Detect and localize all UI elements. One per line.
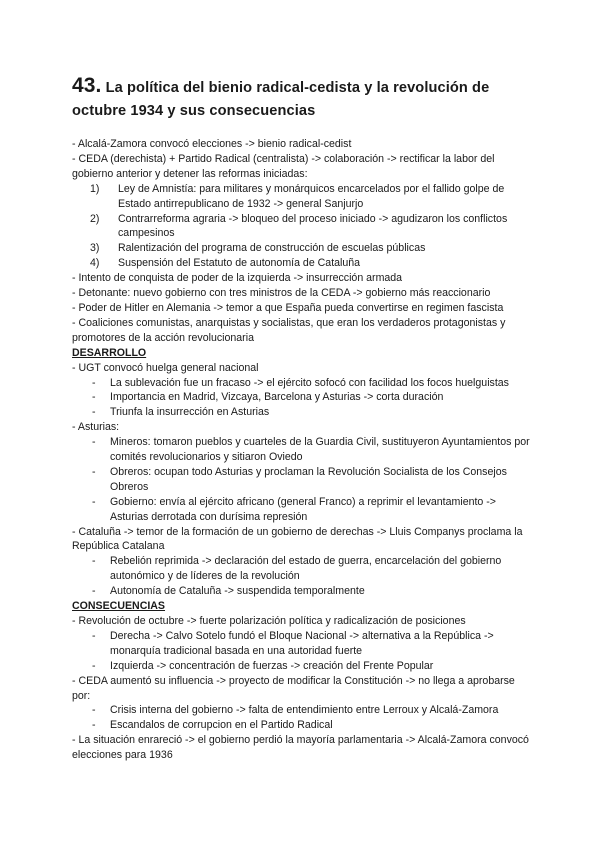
intro-line: - Alcalá-Zamora convocó elecciones -> bienio radical-cedist bbox=[72, 138, 352, 150]
list-item-text: Ley de Amnistía: para militares y monárquicos encarcelados por el fallido golpe de Estado antirrepublicano de 1932 -> general Sanjurjo bbox=[118, 182, 505, 210]
list-item: - Rebelión reprimida -> declaración del estado de guerra, encarcelación del gobierno autonómico y de líderes de la revolución bbox=[72, 554, 532, 584]
revolucion-list bbox=[72, 629, 532, 674]
intro-line: - Poder de Hitler en Alemania -> temor a que España pueda convertirse en regimen fascista bbox=[72, 301, 504, 314]
section-heading-desarrollo: DESARROLLO bbox=[72, 346, 147, 359]
intro-line: - CEDA (derechista) + Partido Radical (centralista) -> colaboración -> rectificar la labor del gobierno anterior y detener las reformas iniciadas: bbox=[72, 152, 495, 180]
intro-line: - Intento de conquista de poder de la izquierda -> insurrección armada bbox=[72, 272, 403, 285]
consecuencias-line: - Revolución de octubre -> fuerte polarización política y radicalización de posiciones bbox=[72, 615, 466, 627]
list-item bbox=[72, 256, 532, 271]
title-text: La política del bienio radical-cedista y la revolución de octubre 1934 y sus consecuencias bbox=[72, 80, 490, 119]
list-item bbox=[72, 212, 532, 242]
consecuencias-line: - La situación enrareció -> el gobierno perdió la mayoría parlamentaria -> Alcalá-Zamora convocó elecciones para 1936 bbox=[72, 734, 529, 762]
section-heading-consecuencias: CONSECUENCIAS bbox=[72, 600, 166, 613]
list-marker: 2) bbox=[90, 212, 100, 225]
list-item-text: Ralentización del programa de construcción de escuelas públicas bbox=[118, 242, 426, 255]
list-item: - Escandalos de corrupcion en el Partido Radical bbox=[72, 718, 532, 733]
list-item: - Crisis interna del gobierno -> falta de entendimiento entre Lerroux y Alcalá-Zamora bbox=[72, 703, 532, 718]
list-item: - Triunfa la insurrección en Asturias bbox=[72, 405, 532, 420]
list-item: - Importancia en Madrid, Vizcaya, Barcelona y Asturias -> corta duración bbox=[72, 390, 532, 405]
list-item-text: Contrarreforma agraria -> bloqueo del proceso iniciado -> agudizaron los conflictos campesinos bbox=[118, 212, 508, 240]
ceda-list bbox=[72, 703, 532, 733]
list-marker: 1) bbox=[90, 182, 100, 195]
intro-line: - Detonante: nuevo gobierno con tres ministros de la CEDA -> gobierno más reaccionario bbox=[72, 287, 491, 300]
list-item: - Autonomía de Cataluña -> suspendida temporalmente bbox=[72, 584, 532, 599]
list-item: - Mineros: tomaron pueblos y cuarteles de la Guardia Civil, sustituyeron Ayuntamientos por comités revolucionarios y sitiaron Oviedo bbox=[72, 435, 532, 465]
list-item bbox=[72, 241, 532, 256]
intro-line: - Coaliciones comunistas, anarquistas y socialistas, que eran los verdaderos protagonistas y promotores de la acción revolucionaria bbox=[72, 316, 506, 344]
list-item bbox=[72, 182, 532, 212]
list-marker: 4) bbox=[90, 257, 100, 270]
asturias-list bbox=[72, 435, 532, 524]
reforms-list bbox=[72, 182, 532, 271]
cataluna-list bbox=[72, 554, 532, 599]
list-item: - La sublevación fue un fracaso -> el ejército sofocó con facilidad los focos huelguistas bbox=[72, 376, 532, 391]
list-item: - Obreros: ocupan todo Asturias y proclaman la Revolución Socialista de los Consejos Obreros bbox=[72, 465, 532, 495]
list-marker: 3) bbox=[90, 242, 100, 255]
desarrollo-line: - Cataluña -> temor de la formación de un gobierno de derechas -> Lluis Companys proclama la República Catalana bbox=[72, 525, 523, 553]
page-title bbox=[72, 74, 532, 123]
ugt-list bbox=[72, 376, 532, 421]
document-body bbox=[72, 137, 532, 763]
desarrollo-line: - UGT convocó huelga general nacional bbox=[72, 361, 259, 374]
list-item-text: Suspensión del Estatuto de autonomía de Cataluña bbox=[118, 257, 361, 270]
list-item: - Gobierno: envía al ejército africano (general Franco) a reprimir el levantamiento -> Asturias derrotada con durísima represión bbox=[72, 495, 532, 525]
title-number: 43. bbox=[72, 74, 102, 97]
list-item: - Derecha -> Calvo Sotelo fundó el Bloque Nacional -> alternativa a la República -> monarquía tradicional basada en una autoridad fuerte bbox=[72, 629, 532, 659]
desarrollo-line: - Asturias: bbox=[72, 421, 120, 434]
consecuencias-line: - CEDA aumentó su influencia -> proyecto de modificar la Constitución -> no llega a aprobarse por: bbox=[72, 674, 515, 702]
list-item: - Izquierda -> concentración de fuerzas -> creación del Frente Popular bbox=[72, 659, 532, 674]
